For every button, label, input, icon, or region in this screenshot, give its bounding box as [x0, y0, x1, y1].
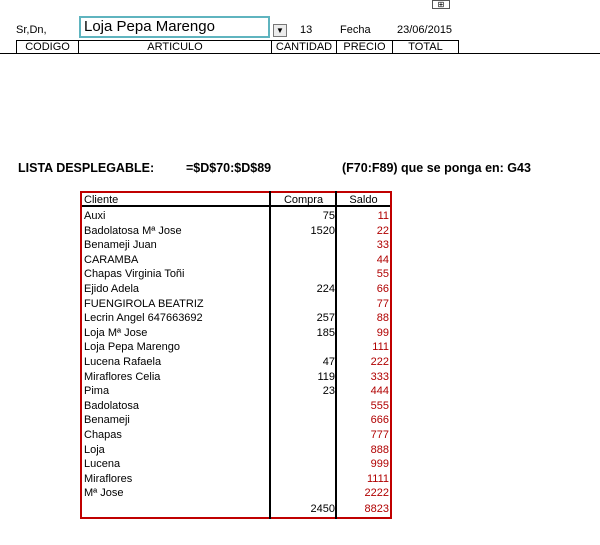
row-cliente: Mª Jose — [84, 487, 124, 499]
row-cliente: Loja Pepa Marengo — [84, 341, 181, 353]
row-cliente: CARAMBA — [84, 254, 139, 266]
row-compra — [272, 399, 335, 413]
row-saldo: 99 — [376, 327, 389, 339]
expand-icon[interactable]: ⊞ — [432, 0, 450, 9]
row-compra — [272, 472, 335, 486]
row-saldo: 1111 — [366, 473, 389, 485]
row-compra — [272, 428, 335, 442]
client-combo-input[interactable]: Loja Pepa Marengo — [79, 16, 270, 38]
row-saldo: 999 — [370, 458, 389, 470]
row-saldo: 2222 — [364, 487, 389, 499]
row-saldo: 222 — [370, 356, 389, 368]
row-saldo: 555 — [370, 400, 389, 412]
table-header-saldo: Saldo — [349, 194, 378, 206]
note-label: LISTA DESPLEGABLE: — [18, 161, 155, 175]
row-saldo: 33 — [376, 239, 389, 251]
table-header-cliente: Cliente — [84, 194, 119, 206]
column-header-cantidad: CANTIDAD — [271, 40, 337, 54]
row-cliente: Lecrin Angel 647663692 — [84, 312, 203, 324]
row-compra — [272, 267, 335, 281]
row-saldo: 888 — [370, 444, 389, 456]
fecha-label: Fecha — [340, 24, 371, 36]
column-divider-saldo — [335, 191, 337, 519]
row-compra — [272, 238, 335, 252]
total-compra: 2450 — [310, 503, 335, 515]
column-header-codigo: CODIGO — [16, 40, 79, 54]
row-compra: 185 — [316, 327, 335, 339]
row-saldo: 111 — [372, 341, 389, 353]
row-compra — [272, 413, 335, 427]
row-compra — [272, 486, 335, 500]
total-saldo: 8823 — [364, 503, 389, 515]
row-saldo: 44 — [376, 254, 389, 266]
fecha-value: 23/06/2015 — [397, 24, 453, 36]
row-cliente: Miraflores — [84, 473, 133, 485]
row-compra: 257 — [316, 312, 335, 324]
row-saldo: 88 — [376, 312, 389, 324]
row-compra: 224 — [316, 283, 335, 295]
row-saldo: 22 — [376, 225, 389, 237]
row-compra — [272, 340, 335, 354]
row-cliente: Benameji — [84, 414, 130, 426]
row-compra: 23 — [322, 385, 335, 397]
row-cliente: FUENGIROLA BEATRIZ — [84, 298, 204, 310]
row-compra: 119 — [317, 371, 335, 383]
row-compra — [272, 253, 335, 267]
row-saldo: 77 — [376, 298, 389, 310]
row-saldo: 666 — [370, 414, 389, 426]
row-cliente: Pima — [84, 385, 110, 397]
column-header-articulo: ARTICULO — [78, 40, 272, 54]
chevron-down-icon[interactable]: ▼ — [273, 24, 287, 37]
row-cliente: Loja — [84, 444, 105, 456]
row-compra — [272, 297, 335, 311]
row-cliente: Chapas Virginia Toñi — [84, 268, 185, 280]
row-compra: 47 — [322, 356, 335, 368]
row-compra — [272, 457, 335, 471]
row-saldo: 55 — [376, 268, 389, 280]
sr-label: Sr,Dn, — [16, 24, 47, 36]
row-cliente: Lucena Rafaela — [84, 356, 162, 368]
row-compra — [272, 443, 335, 457]
row-compra: 75 — [322, 210, 335, 222]
row-saldo: 66 — [376, 283, 389, 295]
header-divider — [0, 53, 600, 54]
invoice-number: 13 — [300, 24, 313, 36]
row-cliente: Loja Mª Jose — [84, 327, 148, 339]
table-header-compra: Compra — [283, 194, 324, 206]
row-saldo: 11 — [377, 210, 389, 222]
note-formula: =$D$70:$D$89 — [186, 161, 272, 175]
row-cliente: Lucena — [84, 458, 121, 470]
column-header-precio: PRECIO — [336, 40, 393, 54]
column-header-total: TOTAL — [392, 40, 459, 54]
note-instruction: (F70:F89) que se ponga en: G43 — [342, 161, 531, 175]
row-cliente: Miraflores Celia — [84, 371, 161, 383]
row-cliente: Benameji Juan — [84, 239, 157, 251]
row-saldo: 777 — [370, 429, 389, 441]
row-cliente: Chapas — [84, 429, 122, 441]
row-compra: 1520 — [310, 225, 335, 237]
row-cliente: Auxi — [84, 210, 106, 222]
row-cliente: Ejido Adela — [84, 283, 140, 295]
row-cliente: Badolatosa Mª Jose — [84, 225, 182, 237]
row-saldo: 333 — [370, 371, 389, 383]
row-cliente: Badolatosa — [84, 400, 140, 412]
column-divider-compra — [269, 191, 271, 519]
row-saldo: 444 — [370, 385, 389, 397]
